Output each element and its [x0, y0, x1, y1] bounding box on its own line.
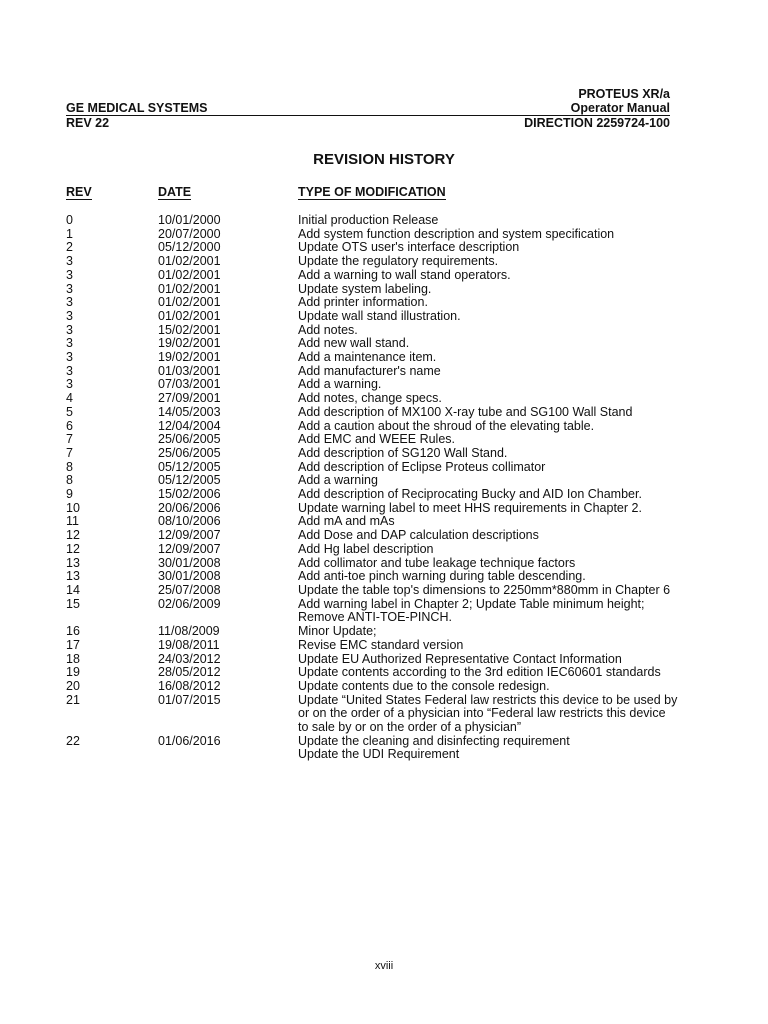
manual-name: Operator Manual	[570, 101, 670, 115]
header-row-2	[66, 101, 670, 115]
date-cell: 05/12/2005	[158, 459, 221, 474]
modification-cell: Add description of Reciprocating Bucky and AID Ion Chamber.	[298, 487, 642, 502]
date-cell: 27/09/2001	[158, 391, 221, 406]
modification-cell: Update EU Authorized Representative Contact Information	[298, 651, 622, 666]
header-row-1	[66, 87, 670, 101]
table-row	[0, 543, 768, 557]
rev-cell: 15	[66, 596, 80, 611]
modification-cell: Add mA and mAs	[298, 514, 395, 529]
revision-label: REV 22	[66, 116, 110, 130]
table-row	[0, 570, 768, 584]
table-row	[0, 735, 768, 749]
rev-cell: 8	[66, 473, 73, 488]
rev-cell: 21	[66, 692, 80, 707]
modification-cell: Add anti-toe pinch warning during table descending.	[298, 569, 586, 584]
table-row	[0, 420, 768, 434]
modification-cell: Update the cleaning and disinfecting requirement	[298, 733, 570, 748]
rev-cell: 7	[66, 432, 73, 447]
table-row	[0, 378, 768, 392]
date-cell: 24/03/2012	[158, 651, 221, 666]
rev-cell: 13	[66, 555, 80, 570]
modification-cell: Add Hg label description	[298, 541, 434, 556]
rev-cell: 3	[66, 295, 73, 310]
rev-cell: 3	[66, 254, 73, 269]
date-cell: 30/01/2008	[158, 569, 221, 584]
rev-cell: 3	[66, 322, 73, 337]
date-cell: 25/06/2005	[158, 445, 221, 460]
modification-cell: Add a warning	[298, 473, 378, 488]
table-row	[0, 228, 768, 242]
rev-cell: 8	[66, 459, 73, 474]
date-cell: 05/12/2000	[158, 240, 221, 255]
table-row	[0, 283, 768, 297]
rev-cell: 12	[66, 528, 80, 543]
modification-cell: Add description of MX100 X-ray tube and SG100 Wall Stand	[298, 404, 633, 419]
date-cell: 30/01/2008	[158, 555, 221, 570]
modification-cell: Update wall stand illustration.	[298, 308, 461, 323]
table-row	[0, 529, 768, 543]
rev-cell: 2	[66, 240, 73, 255]
rev-cell: 3	[66, 377, 73, 392]
date-cell: 19/02/2001	[158, 350, 221, 365]
date-cell: 01/03/2001	[158, 363, 221, 378]
rev-cell: 18	[66, 651, 80, 666]
table-row	[0, 515, 768, 529]
date-cell: 07/03/2001	[158, 377, 221, 392]
table-row	[0, 406, 768, 420]
table-row	[0, 337, 768, 351]
table-row	[0, 598, 768, 625]
date-cell: 12/09/2007	[158, 528, 221, 543]
date-cell: 25/07/2008	[158, 582, 221, 597]
column-header-type: TYPE OF MODIFICATION	[298, 185, 446, 199]
company-name: GE MEDICAL SYSTEMS	[66, 101, 208, 115]
date-cell: 12/09/2007	[158, 541, 221, 556]
table-row	[0, 639, 768, 653]
rev-cell: 14	[66, 582, 80, 597]
table-row	[0, 474, 768, 488]
date-cell: 11/08/2009	[158, 624, 220, 639]
rev-cell: 16	[66, 624, 80, 639]
date-cell: 01/02/2001	[158, 308, 221, 323]
rev-cell: 10	[66, 500, 80, 515]
table-row	[0, 680, 768, 694]
table-row	[0, 255, 768, 269]
modification-cell: Update the UDI Requirement	[298, 747, 460, 762]
date-cell: 02/06/2009	[158, 596, 221, 611]
page-title: REVISION HISTORY	[313, 151, 455, 168]
table-row	[0, 310, 768, 324]
date-cell: 01/06/2016	[158, 733, 221, 748]
table-row	[0, 584, 768, 598]
modification-cell: Add EMC and WEEE Rules.	[298, 432, 456, 447]
rev-cell: 3	[66, 281, 73, 296]
date-cell: 08/10/2006	[158, 514, 221, 529]
rev-cell: 22	[66, 733, 80, 748]
table-row	[0, 447, 768, 461]
date-cell: 28/05/2012	[158, 665, 221, 680]
date-cell: 12/04/2004	[158, 418, 221, 433]
modification-cell: Add description of SG120 Wall Stand.	[298, 445, 508, 460]
date-cell: 01/02/2001	[158, 295, 221, 310]
rev-cell: 5	[66, 404, 73, 419]
rev-cell: 0	[66, 213, 73, 227]
date-cell: 15/02/2006	[158, 487, 221, 502]
table-row	[0, 557, 768, 571]
product-name: PROTEUS XR/a	[578, 87, 670, 101]
modification-cell: Update the table top's dimensions to 2250mm*880mm in Chapter 6	[298, 582, 671, 597]
header-row-3	[66, 116, 670, 130]
date-cell: 19/08/2011	[158, 637, 220, 652]
rev-cell: 11	[66, 514, 79, 529]
rev-cell: 1	[66, 226, 73, 241]
column-header-date: DATE	[158, 185, 192, 199]
table-row	[0, 351, 768, 365]
date-cell: 19/02/2001	[158, 336, 221, 351]
modification-cell: Add a warning to wall stand operators.	[298, 267, 511, 282]
rev-cell: 3	[66, 363, 73, 378]
modification-cell: Add collimator and tube leakage technique factors	[298, 555, 576, 570]
rev-cell: 17	[66, 637, 80, 652]
modification-cell: Update “United States Federal law restricts this device to be used by or on the order of a physician into “Federal law restricts this device to sale by or on the order of a physician”	[298, 692, 678, 735]
table-row	[0, 214, 768, 228]
date-cell: 20/07/2000	[158, 226, 221, 241]
modification-cell: Add a caution about the shroud of the elevating table.	[298, 418, 595, 433]
table-row	[0, 488, 768, 502]
revision-table	[0, 214, 768, 762]
modification-cell: Add system function description and system specification	[298, 226, 615, 241]
modification-cell: Update system labeling.	[298, 281, 432, 296]
table-row	[0, 392, 768, 406]
date-cell: 01/02/2001	[158, 281, 221, 296]
column-header-rev: REV	[66, 185, 92, 199]
table-row	[0, 365, 768, 379]
modification-cell: Revise EMC standard version	[298, 637, 464, 652]
rev-cell: 9	[66, 487, 73, 502]
modification-cell: Add new wall stand.	[298, 336, 410, 351]
rev-cell: 3	[66, 308, 73, 323]
modification-cell: Add printer information.	[298, 295, 428, 310]
rev-cell: 7	[66, 445, 73, 460]
rev-cell: 3	[66, 336, 73, 351]
modification-cell: Update the regulatory requirements.	[298, 254, 499, 269]
table-row	[0, 296, 768, 310]
direction-number: DIRECTION 2259724-100	[524, 116, 670, 130]
table-row	[0, 625, 768, 639]
date-cell: 15/02/2001	[158, 322, 221, 337]
table-row	[0, 241, 768, 255]
date-cell: 01/07/2015	[158, 692, 221, 707]
modification-cell: Add a maintenance item.	[298, 350, 437, 365]
table-row	[0, 433, 768, 447]
table-row	[0, 461, 768, 475]
rev-cell: 13	[66, 569, 80, 584]
modification-cell: Update warning label to meet HHS requirements in Chapter 2.	[298, 500, 642, 515]
page-number: xviii	[374, 960, 394, 972]
table-row	[0, 324, 768, 338]
date-cell: 10/01/2000	[158, 213, 221, 227]
modification-cell: Add description of Eclipse Proteus collimator	[298, 459, 546, 474]
rev-cell: 3	[66, 350, 73, 365]
table-row	[0, 269, 768, 283]
table-row	[0, 748, 768, 762]
date-cell: 01/02/2001	[158, 254, 221, 269]
modification-cell: Minor Update;	[298, 624, 377, 639]
modification-cell: Initial production Release	[298, 213, 439, 227]
modification-cell: Add a warning.	[298, 377, 382, 392]
date-cell: 14/05/2003	[158, 404, 221, 419]
table-row	[0, 653, 768, 667]
modification-cell: Update contents according to the 3rd edition IEC60601 standards	[298, 665, 661, 680]
modification-cell: Add manufacturer's name	[298, 363, 441, 378]
rev-cell: 12	[66, 541, 80, 556]
modification-cell: Update contents due to the console redesign.	[298, 678, 550, 693]
table-row	[0, 694, 768, 735]
rev-cell: 6	[66, 418, 73, 433]
date-cell: 05/12/2005	[158, 473, 221, 488]
date-cell: 01/02/2001	[158, 267, 221, 282]
date-cell: 25/06/2005	[158, 432, 221, 447]
table-row	[0, 666, 768, 680]
table-row	[0, 502, 768, 516]
rev-cell: 19	[66, 665, 80, 680]
modification-cell: Add warning label in Chapter 2; Update Table minimum height; Remove ANTI-TOE-PINCH.	[298, 596, 645, 625]
date-cell: 20/06/2006	[158, 500, 221, 515]
rev-cell: 3	[66, 267, 73, 282]
rev-cell: 20	[66, 678, 80, 693]
modification-cell: Update OTS user's interface description	[298, 240, 520, 255]
modification-cell: Add notes.	[298, 322, 358, 337]
modification-cell: Add Dose and DAP calculation descriptions	[298, 528, 539, 543]
rev-cell: 4	[66, 391, 73, 406]
date-cell: 16/08/2012	[158, 678, 221, 693]
modification-cell: Add notes, change specs.	[298, 391, 442, 406]
